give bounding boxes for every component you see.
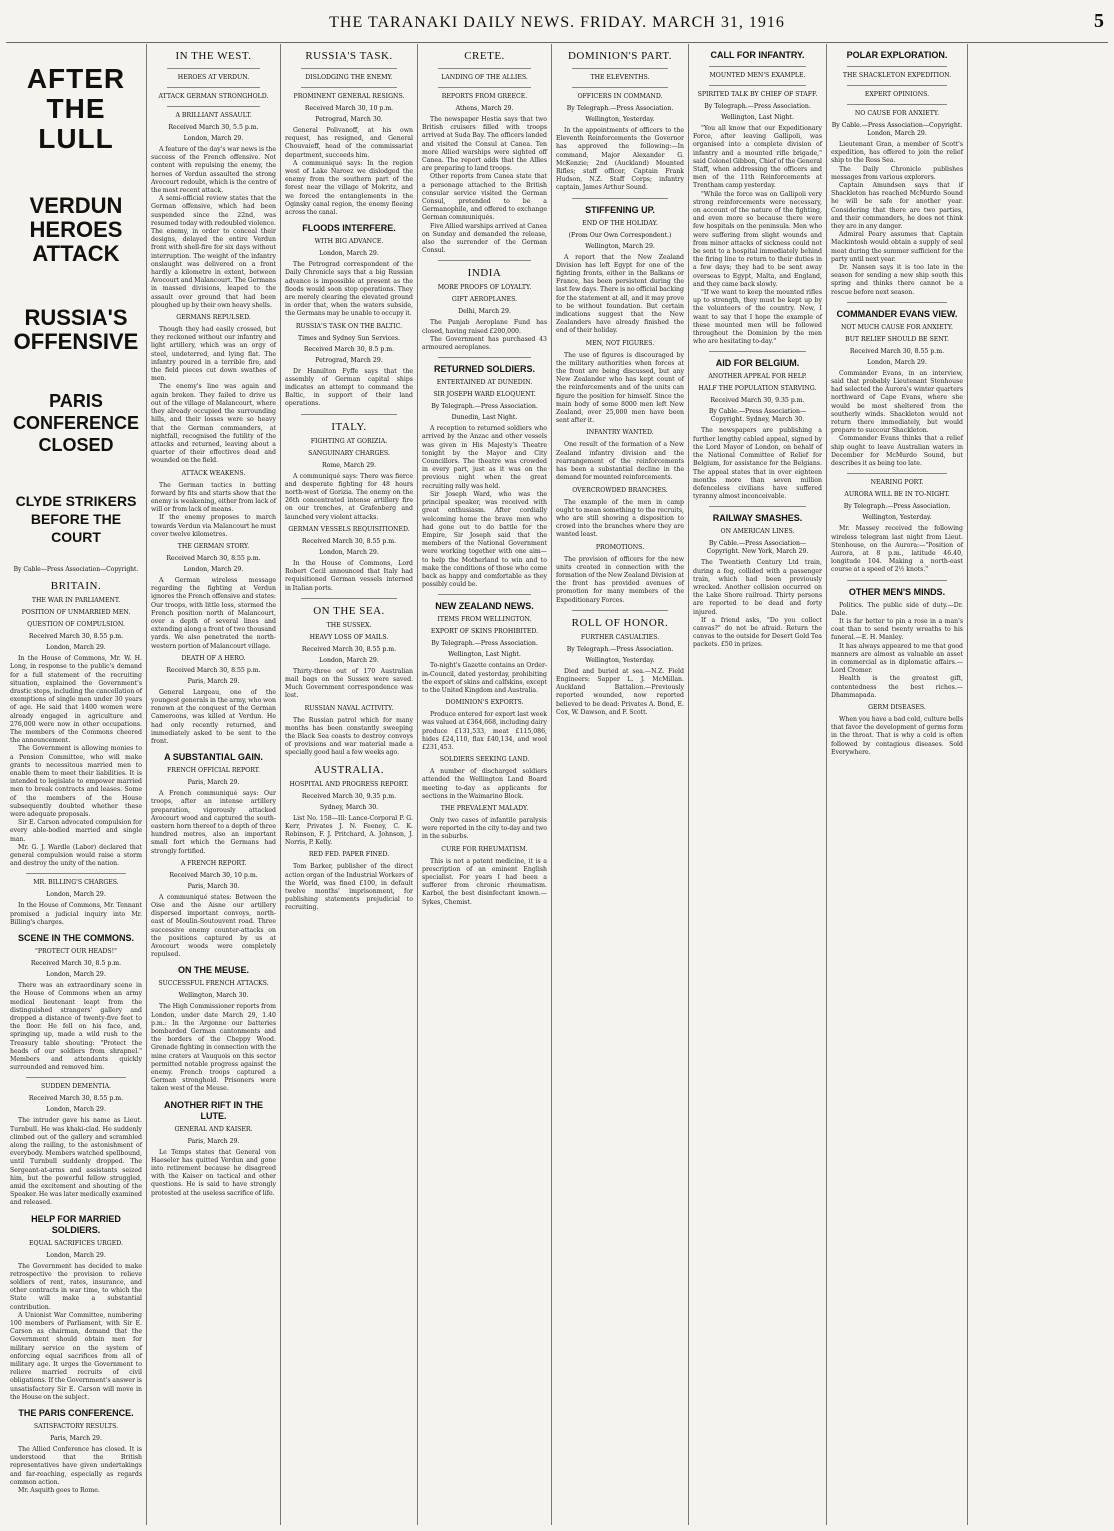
divider: [572, 87, 668, 88]
dateline: London, March 29.: [183, 135, 244, 142]
dateline: Wellington, Yesterday.: [862, 514, 932, 522]
sub-head: "PROTECT OUR HEADS!": [34, 948, 118, 956]
dateline: By Telegraph.—Press Association.: [843, 503, 951, 511]
dateline: Received March 30, 9.35 p.m.: [301, 792, 397, 800]
sub-head: THE PREVALENT MALADY.: [440, 804, 529, 812]
article-paragraph: The Punjab Aeroplane Fund has closed, having raised £200,000.: [422, 319, 547, 335]
dateline: Received March 30, 8.55 p.m.: [166, 666, 261, 674]
article-paragraph: The Twentieth Century Ltd train, during a fog, collided with a passenger train, which had been previously wrecked. Another collision occurred on the Lake Shore railroad. Thirty persons are reported to be dead and forty injured.: [693, 559, 822, 616]
sub-head: EXPORT OF SKINS PROHIBITED.: [430, 628, 539, 636]
sub-head: WITH BIG ADVANCE.: [314, 238, 384, 246]
dateline: Received March 30, 10 p.m.: [169, 871, 258, 879]
sub-head: RED FED. PAPER FINED.: [308, 851, 390, 859]
dateline: Petrograd, March 30.: [315, 116, 383, 123]
divider: [438, 260, 531, 261]
article-paragraph: Dr. Nansen says it is too late in the season for sending a new ship south this spring and thinks there cannot be a rescue before next season.: [831, 264, 963, 296]
section-head: AID FOR BELGIUM.: [715, 358, 800, 369]
article-paragraph: This is not a patent medicine, it is a prescription of an eminent English specialist. For years I had been a sufferer from chronic rheumatism. Karbol, the best disinfectant known.—Sykes, Chemist.: [422, 857, 547, 906]
dateline: Paris, March 29.: [187, 779, 240, 787]
article-paragraph: A communiqué says: In the region west of Lake Naroez we dislodged the enemy from the southern part of the forest near the village of Mokritz, and we forced the entanglements in the Oginsky canal region, the enemy fleeing across the canal.: [285, 159, 413, 217]
dateline: Received March 30, 8.5 p.m.: [303, 345, 395, 353]
article-paragraph: A French communiqué says: Our troops, after an intense artillery preparation, vigorously attacked Avocourt wood and captured the south-eastern horn thereof to a depth of three hundred metres, also an important small fort which the Germans had strongly fortified.: [151, 790, 276, 855]
sub-head: REPORTS FROM GREECE.: [441, 93, 528, 100]
dateline: Athens, March 29.: [455, 105, 514, 112]
sub-head: DISLODGING THE ENEMY.: [305, 74, 393, 81]
sub-head: EQUAL SACRIFICES URGED.: [29, 1239, 123, 1247]
dateline: Wellington, March 29.: [585, 242, 655, 250]
article-paragraph: To-night's Gazette contains an Order-in-Council, dated yesterday, prohibiting the export of skins and calfskins, except to the United Kingdom and Australia.: [422, 662, 547, 694]
dateline: London, March 29.: [46, 644, 106, 652]
dateline: Received March 30, 8.55 p.m.: [28, 633, 124, 641]
divider: [847, 104, 947, 105]
article-paragraph: The newspaper Hestia says that two British cruisers filled with troops arrived at Suda Bay. The officers landed and visited the Consul at Canea. Ten more Allied warships were sighted off Canea. The report adds that the Allies are preparing to land troops.: [422, 116, 547, 173]
sub-head: MORE PROOFS OF LOYALTY.: [437, 284, 532, 292]
divider: [572, 68, 668, 69]
article-paragraph: The Government has purchased 43 armoured aeroplanes.: [422, 335, 547, 352]
article-paragraph: In the House of Commons, Mr. W. H. Long, in response to the public's demand for a full statement of the recruiting situation, explained the Government's drastic steps, including the cancellation of exemptions of single men under 30 years of age. He said that 1400 women were already engaged in agriculture and 276,000 were now in other occupations. The members of the Commons cheered the announcement.: [10, 655, 142, 745]
column-2: [146, 44, 280, 1525]
section-head: OTHER MEN'S MINDS.: [848, 586, 946, 597]
article-paragraph: Dr Hamilton Fyffe says that the assembly of German capital ships indicates an attempt to command the Baltic, in support of their land operations.: [285, 367, 413, 408]
sub-head: HOSPITAL AND PROGRESS REPORT.: [289, 780, 409, 788]
section-head: RAILWAY SMASHES.: [712, 513, 803, 524]
sub-head: FURTHER CASUALTIES.: [580, 633, 660, 641]
dateline: Rome, March 29.: [321, 461, 377, 469]
sub-head: RUSSIAN NAVAL ACTIVITY.: [304, 704, 394, 712]
sub-head: RUSSIA'S TASK ON THE BALTIC.: [295, 322, 403, 330]
dateline: By Telegraph.—Press Association.: [704, 103, 811, 110]
sub-head: GIFT AEROPLANES.: [451, 296, 518, 304]
sub-head: GENERAL AND KAISER.: [174, 1125, 253, 1133]
column-8: [967, 44, 1104, 1525]
divider: [709, 351, 806, 352]
dateline: Wellington, Last Night.: [448, 651, 521, 659]
dateline: Received March 30, 8.55 p.m.: [301, 645, 397, 653]
divider: [847, 302, 947, 303]
divider: [847, 66, 947, 67]
section-head: COMMANDER EVANS VIEW.: [836, 308, 958, 319]
divider: [438, 68, 531, 69]
sub-head: LANDING OF THE ALLIES.: [441, 74, 528, 81]
sub-head: NOT MUCH CAUSE FOR ANXIETY.: [841, 323, 953, 331]
sub-head: DEATH OF A HERO.: [181, 654, 246, 662]
article-paragraph: In the House of Commons, Lord Robert Cecil announced that Italy had requisitioned German vessels interned in Italian ports.: [285, 559, 413, 592]
column-6: [688, 44, 826, 1525]
article-paragraph: Lieutenant Gran, a member of Scott's expedition, has offered to join the relief ship to the Ross Sea.: [831, 141, 963, 165]
section-head: HELP FOR MARRIED SOLDIERS.: [31, 1213, 121, 1235]
sub-head: PROMINENT GENERAL RESIGNS.: [293, 93, 405, 100]
article-paragraph: The Daily Chronicle publishes messages from various explorers.: [831, 165, 963, 181]
article-paragraph: If a friend asks, "Do you collect canvas?" do not be afraid. Return the canvas to the outside for Desert Gold Tea packets. £50 in prizes.: [693, 616, 822, 649]
section-head: RUSSIA'S TASK.: [305, 50, 393, 62]
section-head: ON THE MEUSE.: [177, 965, 249, 976]
column-4: [417, 44, 551, 1525]
sub-head: NEARING PORT.: [870, 479, 924, 487]
article-paragraph: In the House of Commons, Mr. Tennant promised a judicial inquiry into Mr. Billing's charges.: [10, 902, 142, 926]
sub-head: NO CAUSE FOR ANXIETY.: [854, 110, 940, 117]
sub-head: AURORA WILL BE IN TO-NIGHT.: [844, 491, 950, 499]
sub-head: SUCCESSFUL FRENCH ATTACKS.: [158, 980, 269, 988]
sub-head: A FRENCH REPORT.: [180, 859, 247, 867]
divider: [438, 357, 531, 358]
divider: [167, 106, 260, 107]
article-paragraph: Only two cases of infantile paralysis were reported in the city to-day and two in the suburbs.: [422, 816, 547, 841]
byline: By Cable—Press Association—Copyright.: [13, 566, 139, 573]
divider: [438, 594, 531, 595]
divider: [847, 85, 947, 86]
sub-head: THE GERMAN STORY.: [177, 542, 250, 550]
article-paragraph: A number of discharged soldiers attended the Wellington Land Board meeting to-day as applicants for sections in the Waimarino Block.: [422, 768, 547, 800]
divider: [847, 473, 947, 474]
lead-headline-1: AFTER THE LULL: [26, 63, 126, 154]
section-head: THE PARIS CONFERENCE.: [18, 1408, 134, 1419]
dateline: Dunedin, Last Night.: [451, 414, 518, 422]
sub-head: FIGHTING AT GORIZIA.: [310, 437, 388, 445]
column-7: [826, 44, 967, 1525]
article-paragraph: Politics. The public side of duty.—Dr. Dale.: [831, 601, 963, 617]
article-paragraph: Died and buried at sea.—N.Z. Field Engineers: Sapper L. J. McMillan. Auckland Battalion.—Previously reported wounded, now reported believed to be dead: Privates A. Bond, E. Cox, W. Dawson, and F. Scott.: [556, 667, 684, 716]
article-paragraph: Produce entered for export last week was valued at £364,668, including dairy produce £131,533, meat £115,086, hides £24,110, flax £40,134, and wool £231,453.: [422, 711, 547, 751]
dateline: By Telegraph.—Press Association.: [566, 645, 674, 653]
sub-head: SANGUINARY CHARGES.: [308, 449, 390, 457]
lead-headline-2: VERDUN HEROES ATTACK: [29, 193, 123, 266]
section-head: ON THE SEA.: [313, 604, 385, 617]
dateline: (From Our Own Correspondent.): [568, 231, 672, 239]
article-paragraph: A report that the New Zealand Division has left Egypt for one of the fighting fronts, either in the Balkans or France, has been persistent during the last few days. There is no official backing for the statement at all, and it may prove to be without foundation. But certain indications suggest that the New Zealanders have already finished the end of their holiday.: [556, 253, 684, 335]
article-paragraph: A communiqué states: Between the Oise and the Aisne our artillery dispersed important convoys, north-east of Moulin-Soutouvent road. Three successive enemy counter-attacks on the positions captured by us at Avocourt woods were completely repulsed.: [151, 893, 276, 959]
sub-head: THE WAR IN PARLIAMENT.: [31, 597, 121, 605]
section-head: CRETE.: [464, 50, 505, 62]
article-paragraph: The newspapers are publishing a further lengthy cabled appeal, signed by the Lord Mayor of London, on behalf of the National Committee of Relief for Belgium, for assistance for the Belgians. The appeal states that in over eighteen months more than seven million defenceless civilians have suffered tyranny almost inconceivable.: [693, 427, 822, 501]
article-paragraph: If the enemy proposes to march towards Verdun via Malancourt he must cover twelve kilometres.: [151, 514, 276, 538]
divider: [301, 598, 397, 599]
divider: [572, 610, 668, 611]
sub-head: MOUNTED MEN'S EXAMPLE.: [709, 72, 806, 79]
section-head: BRITAIN.: [50, 580, 102, 593]
section-head: POLAR EXPLORATION.: [846, 50, 948, 60]
sub-head: QUESTION OF COMPULSION.: [27, 621, 125, 629]
dateline: London, March 29.: [46, 1251, 106, 1259]
dateline: By Telegraph.—Press Association.: [566, 105, 674, 112]
article-paragraph: Though they had easily crossed, but they reckoned without our infantry and light artillery, which was an orgy of steel, undeterred, and lying flat. The infantry poured in a terrible fire, and the field pieces cut down swathes of men.: [151, 326, 276, 383]
dateline: By Cable.—Press Association—Copyright. London, March 29.: [831, 122, 963, 137]
dateline: By Telegraph.—Press Association.: [431, 403, 538, 411]
sub-head: OVERCROWDED BRANCHES.: [572, 486, 668, 494]
article-paragraph: It is far better to pin a rose in a man's coat than to send twenty wreaths to his funeral.—E. H. Manley.: [831, 617, 963, 642]
sub-head: PROMOTIONS.: [595, 543, 645, 551]
article-paragraph: Mr. Asquith goes to Rome.: [18, 1487, 100, 1495]
sub-head: CURE FOR RHEUMATISM.: [441, 845, 528, 853]
article-paragraph: In the appointments of officers to the Eleventh Reinforcements the Governor has approved the following:—In command, Major Alexander G. McKenzie; 2nd (Auckland) Mounted Rifles; staff officer, Captain Frank Hudson, N.Z. Staff Corps; infantry captain, James Arthur Sound.: [556, 127, 684, 192]
article-paragraph: "If we want to keep the mounted rifles up to strength, they must be kept up by the volunteers of the country. Now, I want to say that I hope the example of these mounted men will be followed throughout the Dominion by the men who are hesitating to-day.": [693, 289, 822, 346]
dateline: London, March 29.: [319, 548, 379, 556]
article-paragraph: Health is the greatest gift, contentedness the best riches.—Dhammapada.: [831, 675, 963, 699]
lead-headline-3: RUSSIA'S OFFENSIVE: [13, 305, 139, 354]
divider: [438, 87, 531, 88]
sub-head: DOMINION'S EXPORTS.: [445, 699, 524, 707]
sub-head: GERMAN VESSELS REQUISITIONED.: [288, 525, 410, 533]
article-paragraph: A Unionist War Committee, numbering 100 members of Parliament, with Sir E. Carson as chairman, demand that the Government should obtain men for military service on the system of enforcing equal sacrifices from all of military age. It urges the Government to relieve married recruits of civil obligations. If the Government's answer is unsatisfactory Sir E. Carson will move in the House on the subject.: [10, 1311, 142, 1401]
sub-head: BUT RELIEF SHOULD BE SENT.: [845, 335, 949, 343]
sub-head: THE ELEVENTHS.: [590, 74, 650, 81]
section-head: FLOODS INTERFERE.: [302, 223, 396, 234]
article-paragraph: The German tactics in butting forward by fits and starts show that the enemy is weakening, either from lack of will or from lack of means.: [151, 481, 276, 514]
sub-head: HALF THE POPULATION STARVING.: [698, 385, 817, 393]
divider: [709, 85, 806, 86]
sub-head: SPIRITED TALK BY CHIEF OF STAFF.: [697, 91, 818, 98]
article-paragraph: The use of figures is discouraged by the military authorities when forces at the front are being discussed, but any New Zealander who has kept count of the reinforcements and of the units can figure the position for himself. Since the main body of some 8000 men left New Zealand, over 25,000 men have been sent after it.: [556, 351, 684, 425]
dateline: Received March 30, 8.55 p.m.: [301, 537, 397, 545]
sub-head: OFFICERS IN COMMAND.: [577, 93, 663, 100]
dateline: Paris, March 29.: [187, 677, 240, 685]
article-paragraph: List No. 158—Ill: Lance-Corporal P. G. Kerr, Privates J. N. Feeney, C. K. Robinson, F. J. Pritchard, A. Johnson, J. Norris, P. Kelly.: [285, 814, 413, 847]
article-paragraph: A semi-official review states that the German offensive, which had been suspended since the 22nd, was resumed today with redoubled violence. The enemy, in order to conceal their designs, delayed the entire Verdun front with shell-fire for six days without interruption. The weight of the infantry onslaught was delivered on a front hardly a kilometre in extent, between Avocourt and Malancourt. The Germans in massed divisions, leaped to the assault over ground that had been ploughed up by their own heavy shells.: [151, 195, 276, 309]
dateline: London, March 29.: [867, 358, 927, 366]
article-paragraph: The Government is allowing monies to a Pension Committee, who will make grants to necessitous married men to enable them to meet their liabilities. It is intended to legislate to empower married men to break contracts and leases. Some of the members of the House subsequently doubted whether these were adequate proposals.: [10, 745, 142, 819]
sub-head: SATISFACTORY RESULTS.: [33, 1423, 119, 1431]
page-number: 5: [1094, 10, 1104, 32]
sub-head: MR. BILLING'S CHARGES.: [33, 879, 119, 887]
article-paragraph: A German wireless message regarding the fighting at Verdun ignores the French offensive and states: Our troops, with little loss, stormed the French position north of Malancourt, over a depth of several lines and extending along a front of two thousand yards. We also penetrated the north-western portion of Malancourt village.: [151, 576, 276, 650]
sub-head: POSITION OF UNMARRIED MEN.: [21, 609, 131, 617]
article-paragraph: When you have a bad cold, culture bells that favor the development of germs form in the throat. That is why a cold is often followed by contagious diseases. Sold Everywhere.: [831, 715, 963, 756]
dateline: Wellington, Yesterday.: [585, 656, 655, 664]
section-head: NEW ZEALAND NEWS.: [435, 601, 534, 612]
article-paragraph: Mr. Massey received the following wireless telegram last night from Lieut. Stenhouse, on the Aurora:—"Position of Aurora, at 8 p.m., latitude 46.40, longitude 104. Making a north-east course at a speed of 2½ knots.": [831, 525, 963, 574]
section-head: ANOTHER RIFT IN THE LUTE.: [164, 1099, 263, 1121]
dateline: London, March 29.: [46, 891, 106, 899]
divider: [26, 873, 126, 874]
divider: [709, 66, 806, 67]
sub-head: THE SHACKLETON EXPEDITION.: [842, 72, 952, 79]
divider: [26, 1077, 126, 1078]
section-head: RETURNED SOLDIERS.: [433, 364, 535, 375]
article-paragraph: The intruder gave his name as Lieut. Turnbull. He was khaki-clad. He suddenly climbed out of the gallery and scrambled along the railing, to the astonishment of everybody. Members watched spellbound, until Turnbull suddenly dropped. The Sergeant-at-arms and assistants seized him, but the powerful fellow struggled, amid the excitement and shouting of the Speaker. He was later medically examined and released.: [10, 1117, 142, 1207]
column-3: [280, 44, 417, 1525]
sub-head: ITEMS FROM WELLINGTON.: [437, 616, 532, 624]
sub-head: INFANTRY WANTED.: [586, 429, 654, 437]
dateline: Received March 30, 8.55 p.m.: [166, 554, 261, 562]
sub-head: END OF THE HOLIDAY.: [582, 219, 658, 227]
section-head: INDIA: [467, 267, 502, 280]
lead-headline-4: PARIS CONFERENCE CLOSED: [12, 391, 139, 455]
dateline: Received March 30, 8.5 p.m.: [30, 960, 122, 968]
section-head: ROLL OF HONOR.: [571, 616, 669, 629]
article-paragraph: The provision of officers for the new units created in connection with the formation of the New Zealand Division at the front has provided avenues of promotion for many members of the Expeditionary Forces.: [556, 555, 684, 604]
dateline: London, March 29.: [46, 1106, 106, 1114]
divider: [709, 506, 806, 507]
divider: [167, 68, 260, 69]
lead-headline-5: CLYDE STRIKERS BEFORE THE COURT: [15, 493, 137, 545]
article-paragraph: Other reports from Canea state that a personage attached to the British consular service visited the German Consul, pretended to be a Germanophile, and offered to exchange German communiqués.: [422, 173, 547, 222]
column-1: [6, 44, 146, 1525]
article-paragraph: Le Temps states that General von Haeseler has quitted Verdun and gone into retirement because he disagreed with the Kaiser on tactical and other questions. He is said to have strongly protested at the useless sacrifice of life.: [151, 1148, 276, 1197]
article-paragraph: Admiral Peary assumes that Captain Mackintosh would obtain a supply of seal meat during the summer sufficient for the party until next year.: [831, 231, 963, 263]
column-5: [551, 44, 688, 1525]
dateline: London, March 29.: [319, 250, 379, 258]
sub-head: EXPERT OPINIONS.: [864, 91, 930, 98]
sub-head: MEN, NOT FIGURES.: [585, 339, 655, 347]
dateline: Wellington, Last Night.: [721, 114, 794, 121]
dateline: Wellington, Yesterday.: [585, 116, 655, 123]
divider: [847, 580, 947, 581]
dateline: Received March 30, 8.55 p.m.: [849, 347, 945, 355]
sub-head: SIR JOSEPH WARD ELOQUENT.: [433, 391, 536, 399]
masthead: [6, 8, 1108, 43]
sub-head: ATTACK WEAKENS.: [181, 469, 246, 477]
divider: [301, 414, 397, 415]
dateline: Received March 30, 5.5 p.m.: [168, 124, 259, 131]
article-paragraph: Captain Amundsen says that if Shackleton has reached McMurdo Sound he will be safe for another year. Considering that there are two parties, and their commanders, he does not think they are in any danger.: [831, 182, 963, 231]
dateline: Paris, March 29.: [187, 1137, 240, 1145]
divider: [301, 87, 397, 88]
sub-head: GERMANS REPULSED.: [176, 314, 251, 322]
dateline: Received March 30, 9.35 p.m.: [710, 397, 805, 405]
article-paragraph: The Russian patrol which for many months has been constantly sweeping the Black Sea coasts to destroy convoys of provisions and war material made a specially good haul a few weeks ago.: [285, 716, 413, 757]
article-paragraph: Thirty-three out of 170 Australian mail bags on the Sussex were saved. Much Government correspondence was lost.: [285, 667, 413, 700]
article-paragraph: A reception to returned soldiers who arrived by the Anzac and other vessels was given in His Majesty's Theatre tonight by the Mayor and City Councillors. The theatre was crowded in every part, just as it was on the previous night when the great recruiting rally was held.: [422, 425, 547, 490]
article-paragraph: Commander Evans, in an interview, said that probably Lieutenant Stenhouse had selected the Aurora's winter quarters northward of Cape Evans, where she would be most sheltered from the southerly winds. Shackleton would not return there immediately, but would prepare to succour Shackleton.: [831, 369, 963, 435]
article-paragraph: A communiqué says: There was fierce and desperate fighting for 48 hours north-west of Gorizia. The enemy on the 26th concentrated intense artillery fire on our trenches, at Grafenberg and launched very violent attacks.: [285, 472, 413, 521]
article-paragraph: It has always appeared to me that good manners are almost as valuable an asset in commercial as in diplomatic affairs.—Lord Cromer.: [831, 642, 963, 675]
article-paragraph: "While the force was on Gallipoli very strong reinforcements were necessary, on account of the nature of the fighting, and even more so because there were few hospitals on the peninsula. Men who were suffering from slight wounds and from minor attacks of sickness could not be sent to a hospital immediately behind the firing line to return to their duties in a few days; they had to be sent away overseas to Egypt, Malta, and England, and they came back slowly.: [693, 190, 822, 288]
dateline: London, March 29.: [319, 656, 379, 664]
section-head: AUSTRALIA.: [313, 763, 385, 776]
article-paragraph: One result of the formation of a New Zealand infantry division and the rearrangement of the reinforcements has been a substantial decline in the demand for mounted reinforcements.: [556, 441, 684, 482]
article-paragraph: Commander Evans thinks that a relief ship ought to leave Australian waters in December for McMurdo Sound, but describes it as being too late.: [831, 435, 963, 468]
divider: [301, 68, 397, 69]
article-paragraph: General Largeau, one of the youngest generals in the army, who won renown at the conquest of the German Cameroons, was killed at Verdun. He had only recently returned, and immediately asked to be sent to the front.: [151, 688, 276, 745]
dateline: Paris, March 29.: [50, 1435, 102, 1443]
sub-head: SUDDEN DEMENTIA.: [40, 1083, 112, 1091]
section-head: SCENE IN THE COMMONS.: [17, 933, 134, 944]
dateline: Petrograd, March 29.: [315, 356, 383, 364]
dateline: Paris, March 30.: [187, 882, 240, 890]
dateline: Delhi, March 29.: [458, 308, 511, 316]
section-head: IN THE WEST.: [175, 50, 252, 62]
dateline: Received March 30, 10 p.m.: [304, 105, 394, 112]
sub-head: HEROES AT VERDUN.: [177, 74, 250, 81]
article-paragraph: The Government has decided to make retrospective the provision to relieve soldiers of rent, rates, insurance, and other contracts in war time, to which the State will make a substantial contribution.: [10, 1262, 142, 1311]
dateline: London, March 29.: [46, 971, 106, 979]
sub-head: ANOTHER APPEAL FOR HELP.: [708, 373, 807, 381]
sub-head: SOLDIERS SEEKING LAND.: [439, 756, 530, 764]
article-paragraph: Sir Joseph Ward, who was the principal speaker, was received with great enthusiasm. After cordially welcoming home the brave men who had gone out to do battle for the Empire, Sir Joseph said that the members of the National Government were working together with one aim—to help the Motherland to win and to make the conditions of those who come back as happy and comfortable as they possibly could be.: [422, 490, 547, 589]
section-head: DOMINION'S PART.: [567, 50, 673, 62]
article-paragraph: "You all know that our Expeditionary Force, after leaving Gallipoli, was organised into a complete division of infantry and a mounted rifle brigade," said Colonel Gibbon, Chief of the General Staff, when addressing the officers and men of the 11th Reinforcements at Trentham camp yesterday.: [693, 125, 822, 190]
article-columns: [6, 44, 1108, 1525]
article-paragraph: The example of the men in camp ought to mean something to the recruits, who are still showing a disposition to crowd into the branches where they are wanted least.: [556, 498, 684, 539]
section-head: CALL FOR INFANTRY.: [710, 50, 805, 60]
article-paragraph: General Polivanoff, at his own request, has resigned, and General Chouvaieff, head of the commissariat department, succeeds him.: [285, 127, 413, 159]
article-paragraph: The enemy's line was again and again broken. They failed to drive us out of the village of Malancourt, where they already occupied the surrounding hills, and their losses were so heavy that the German commanders, at nightfall, recognised the futility of the attacks and returned, leaving about a quarter of their effectives dead and wounded on the field.: [151, 383, 276, 465]
article-paragraph: Five Allied warships arrived at Canea on Sunday and demanded the release, also the surrender of the German Consul.: [422, 222, 547, 255]
sub-head: ENTERTAINED AT DUNEDIN.: [436, 379, 533, 387]
dateline: London, March 29.: [183, 565, 244, 573]
sub-head: A BRILLIANT ASSAULT.: [175, 112, 252, 119]
dateline: Wellington, March 30.: [178, 992, 249, 1000]
article-paragraph: A feature of the day's war news is the success of the French offensive. Not content with repulsing the enemy, the heroes of Verdun assaulted the strong Avocourt redoubt, which is the centre of the most recent attack.: [151, 146, 276, 195]
sub-head: THE SUSSEX.: [326, 621, 372, 629]
article-paragraph: Sir E. Carson advocated compulsion for every able-bodied married and single man.: [10, 819, 142, 843]
divider: [572, 198, 668, 199]
section-head: ITALY.: [331, 420, 367, 433]
article-paragraph: Tom Barker, publisher of the direct action organ of the Industrial Workers of the World, was fined £100, in default twelve months' imprisonment, for publishing statements prejudicial to recruiting.: [285, 863, 413, 912]
section-head: A SUBSTANTIAL GAIN.: [164, 752, 263, 763]
sub-head: FRENCH OFFICIAL REPORT.: [167, 767, 260, 775]
sub-head: ATTACK GERMAN STRONGHOLD.: [158, 93, 269, 100]
article-paragraph: The High Commissioner reports from London, under date March 29, 1.40 p.m.: In the Argonne our batteries bombarded German cantonments and the borders of the Cheppy Wood. Grenade fighting in connection with the mine craters at Vauquois on this sector permitted notable progress against the enemy. French troops captured a German stronghold. Prisoners were taken west of the Meuse.: [151, 1003, 276, 1093]
article-paragraph: Mr. G. J. Wardle (Labor) declared that general compulsion would raise a storm and destroy the unity of the nation.: [10, 843, 142, 868]
sub-head: HEAVY LOSS OF MAILS.: [309, 633, 389, 641]
article-paragraph: The Allied Conference has closed. It is understood that the British representatives have given undertakings and far-reaching, especially as regards common action.: [10, 1446, 142, 1486]
dateline: By Telegraph.—Press Association.: [431, 640, 538, 648]
dateline: Sydney, March 30.: [319, 803, 379, 811]
dateline: By Cable.—Press Association—Copyright. Sydney, March 30.: [708, 408, 807, 424]
section-head: STIFFENING UP.: [585, 204, 655, 215]
dateline: Times and Sydney Sun Services.: [298, 334, 400, 342]
dateline: By Cable.—Press Association—Copyright. New York, March 29.: [706, 540, 809, 556]
divider: [167, 87, 260, 88]
article-paragraph: There was an extraordinary scene in the House of Commons when an army medical lieutenant leapt from the distinguished strangers' gallery and dropped a distance of twenty-five feet to the floor. He fell on his face, and, springing up, made a wild rush to the Treasury table shouting: "Protect the heads of our soldiers from shrapnel." Members and attendants quickly surrounded and removed him.: [10, 982, 142, 1072]
article-paragraph: The Petrograd correspondent of the Daily Chronicle says that a big Russian advance is impossible at present as the floods would soon stop operations. They are merely clearing the elevated ground in order that, when the waters subside, the Germans may be unable to occupy it.: [285, 261, 413, 318]
sub-head: GERM DISEASES.: [868, 703, 926, 711]
masthead-title: THE TARANAKI DAILY NEWS. FRIDAY. MARCH 31, 1916: [329, 14, 785, 31]
dateline: Received March 30, 8.55 p.m.: [28, 1095, 124, 1103]
sub-head: ON AMERICAN LINES.: [720, 528, 795, 536]
